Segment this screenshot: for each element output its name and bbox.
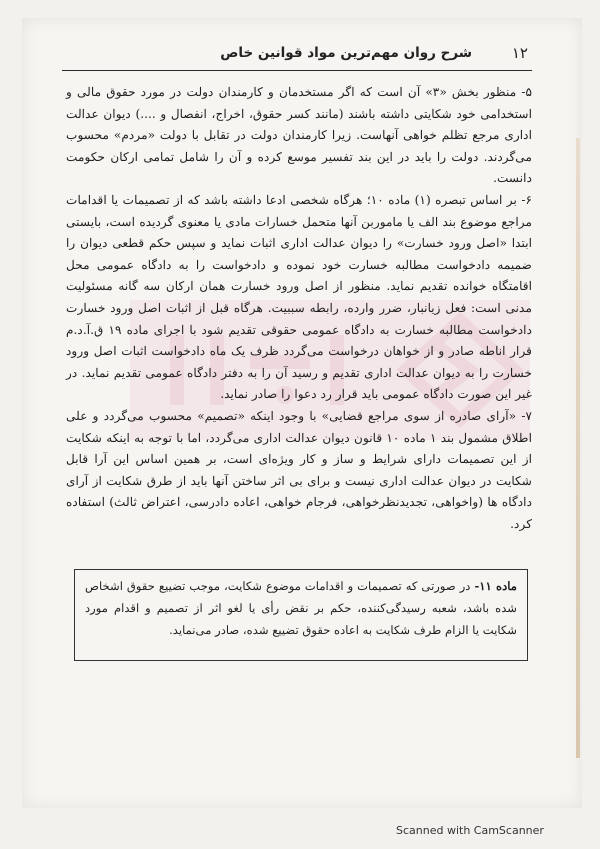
paragraph-item-5: ۵- منظور بخش «۳» آن است که اگر مستخدمان و کارمندان دولت در مورد حقوق مالی و استخدامی خود شکایتی داشته باشند (مانند کسر حقوق، اخراج، انفصال و ....) دیوان عدالت اداری مرجع تظلم خواهی آنهاست. زیرا کارمندان دولت در تقابل با دولت «مردم» محسوب می‌گردند. دولت را باید در این بند تفسیر موسع کرده و آن را شامل تمامی ارکان حکومت دانست.	[66, 85, 532, 186]
page-number: ۱۲	[511, 44, 528, 62]
paragraph-item-7: ۷- «آرای صادره از سوی مراجع قضایی» با وجود اینکه «تصمیم» محسوب می‌گردد و علی اطلاق مشمول بند ۱ ماده ۱۰ قانون دیوان عدالت اداری می‌گردد، اما با توجه به اینکه شکایت از این تصمیمات دارای شرایط و ساز و کار ویژه‌ای است، بر همین اساس این آرا قابل شکایت در دیوان عدالت اداری نیست و برای بی اثر ساختن آنها باید از طرق شکایت از آرای دادگاه ها (واخواهی، تجدیدنظرخواهی، فرجام خواهی، اعاده دادرسی، اعتراض ثالث) استفاده کرد.	[66, 408, 532, 531]
article-text: در صورتی که تصمیمات و اقدامات موضوع شکایت، موجب تضییع حقوق اشخاص شده باشد، شعبه رسیدگی‌کننده، حکم بر نقض رأی یا لغو اثر از تصمیم و اقدام مورد شکایت یا الزام طرف شکایت به اعاده حقوق تضییع شده، صادر می‌نماید.	[85, 579, 517, 637]
paragraph-item-6: ۶- بر اساس تبصره (۱) ماده ۱۰؛ هرگاه شخصی ادعا داشته باشد که از تصمیمات یا اقدامات مراجع موضوع بند الف یا ماموربن آنها متحمل خسارات مادی یا معنوی گردیده است، بایستی ابتدا «اصل ورود خسارت» را دیوان عدالت اداری اثبات نماید و سپس حکم قطعی دیوان را ضمیمه دادخواست مطالبه خسارت خود نموده و دادخواست را به دادگاه عمومی محل اقامتگاه خوانده تقدیم نماید. منظور از اصل ورود خسارت همان ارکان سه گانه مسئولیت مدنی است: فعل زیانبار، ضرر وارده، رابطه سببیت. هرگاه قبل از اثبات اصل ورود خسارت دادخواست مطالبه خسارت به دادگاه عمومی حقوقی تقدیم شود با اجرای ماده ۱۹ ق.آ.د.م قرار اناطه صادر و از خواهان درخواست می‌گردد ظرف یک ماه دادخواست اثبات اصل ورود خسارت را به دیوان عدالت اداری تقدیم و رسید آن را به دفتر دادگاه عمومی تقدیم نماید. در غیر این صورت دادگاه عمومی باید قرار رد دعوا را صادر نماید.	[66, 192, 532, 402]
page-edge-mark	[576, 138, 580, 758]
scanner-footer: Scanned with CamScanner	[396, 824, 544, 837]
article-11-box	[74, 569, 528, 661]
page-header	[62, 40, 532, 71]
running-title: شرح روان مهم‌ترین مواد قوانین خاص	[220, 45, 472, 61]
article-label: ماده ۱۱-	[474, 579, 518, 593]
body-text	[66, 82, 532, 535]
